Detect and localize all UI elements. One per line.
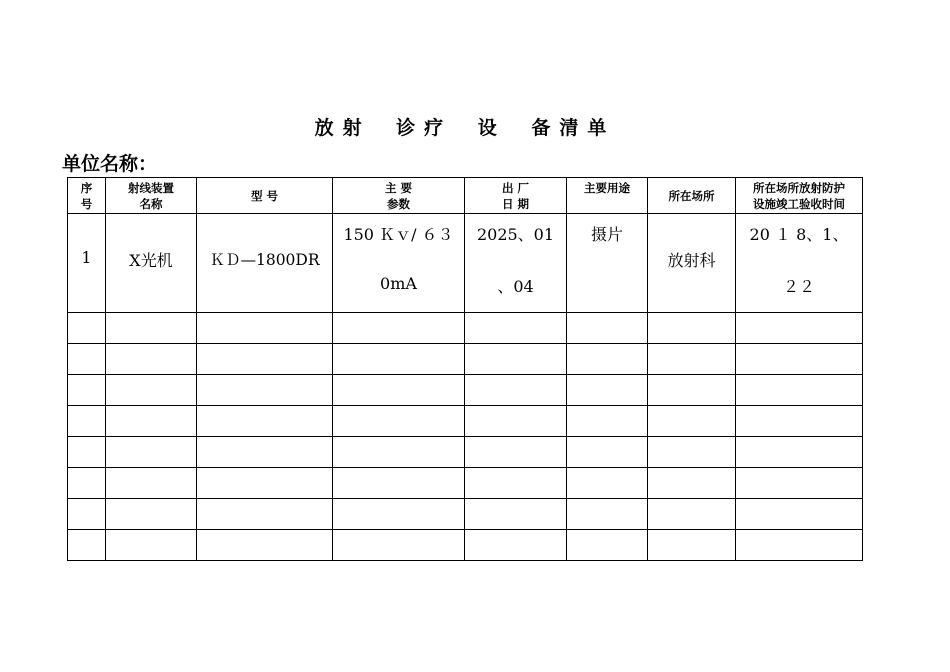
table-row: [68, 437, 863, 468]
table-cell: [197, 375, 333, 406]
table-cell: [465, 499, 567, 530]
header-main-params: 主 要 参数: [333, 178, 465, 214]
table-cell: [567, 468, 648, 499]
table-cell: [197, 313, 333, 344]
table-cell: [648, 375, 736, 406]
table-cell: [106, 344, 197, 375]
table-cell: [68, 375, 106, 406]
table-cell: [736, 468, 863, 499]
table-cell: [648, 468, 736, 499]
table-cell: [333, 437, 465, 468]
table-cell: [567, 530, 648, 561]
cell-main-params: 150 Ｋｖ/ ６３ 0mA: [333, 214, 465, 313]
table-cell: [736, 344, 863, 375]
table-cell: [68, 437, 106, 468]
table-cell: [106, 499, 197, 530]
table-cell: [106, 468, 197, 499]
table-cell: [567, 313, 648, 344]
table-row: [68, 499, 863, 530]
header-acceptance-time: 所在场所放射防护 设施竣工验收时间: [736, 178, 863, 214]
table-cell: [68, 313, 106, 344]
table-cell: [197, 437, 333, 468]
table-row: [68, 468, 863, 499]
table-cell: [736, 437, 863, 468]
table-cell: [736, 530, 863, 561]
table-cell: [333, 468, 465, 499]
table-cell: [648, 437, 736, 468]
header-manufacture-date: 出 厂 日 期: [465, 178, 567, 214]
table-cell: [648, 344, 736, 375]
table-cell: [736, 499, 863, 530]
table-cell: [465, 468, 567, 499]
table-cell: [197, 406, 333, 437]
table-cell: [333, 375, 465, 406]
table-cell: [465, 406, 567, 437]
cell-model: ＫＤ—1800DR: [197, 214, 333, 313]
table-cell: [106, 437, 197, 468]
table-cell: [68, 406, 106, 437]
table-cell: [465, 344, 567, 375]
table-cell: [648, 499, 736, 530]
cell-acceptance-time: 20 １ 8、1、 ２２: [736, 214, 863, 313]
table-cell: [567, 437, 648, 468]
header-main-use: 主要用途: [567, 178, 648, 214]
table-row: [68, 313, 863, 344]
table-row: [68, 530, 863, 561]
table-cell: [465, 375, 567, 406]
table-cell: [106, 530, 197, 561]
table-cell: [197, 499, 333, 530]
cell-seq: 1: [68, 214, 106, 313]
table-cell: [465, 437, 567, 468]
unit-name-label: 单位名称：: [62, 153, 158, 175]
table-cell: [197, 530, 333, 561]
table-cell: [567, 344, 648, 375]
cell-device-name: X光机: [106, 214, 197, 313]
table-row: [68, 344, 863, 375]
table-header-row: [68, 178, 863, 214]
table-cell: [333, 499, 465, 530]
table-cell: [68, 499, 106, 530]
table-cell: [197, 344, 333, 375]
table-cell: [648, 406, 736, 437]
table-cell: [567, 406, 648, 437]
cell-manufacture-date: 2025、01 、04: [465, 214, 567, 313]
table-cell: [106, 313, 197, 344]
cell-main-use: 摄片: [567, 214, 648, 313]
table-cell: [736, 313, 863, 344]
table-cell: [736, 375, 863, 406]
header-model: 型 号: [197, 178, 333, 214]
table-cell: [648, 313, 736, 344]
table-row: [68, 214, 863, 313]
table-cell: [68, 530, 106, 561]
cell-location: 放射科: [648, 214, 736, 313]
table-row: [68, 406, 863, 437]
table-cell: [68, 468, 106, 499]
equipment-table: [67, 177, 863, 561]
header-location: 所在场所: [648, 178, 736, 214]
document-title: 放射 诊疗 设 备清单: [314, 117, 616, 139]
table-cell: [333, 344, 465, 375]
table-cell: [106, 406, 197, 437]
table-cell: [648, 530, 736, 561]
table-cell: [465, 530, 567, 561]
table-cell: [106, 375, 197, 406]
table-cell: [567, 499, 648, 530]
table-cell: [197, 468, 333, 499]
table-cell: [333, 406, 465, 437]
table-cell: [567, 375, 648, 406]
table-cell: [465, 313, 567, 344]
table-cell: [333, 530, 465, 561]
header-device-name: 射线装置 名称: [106, 178, 197, 214]
table-cell: [736, 406, 863, 437]
table-cell: [333, 313, 465, 344]
header-seq: 序 号: [68, 178, 106, 214]
table-row: [68, 375, 863, 406]
table-cell: [68, 344, 106, 375]
